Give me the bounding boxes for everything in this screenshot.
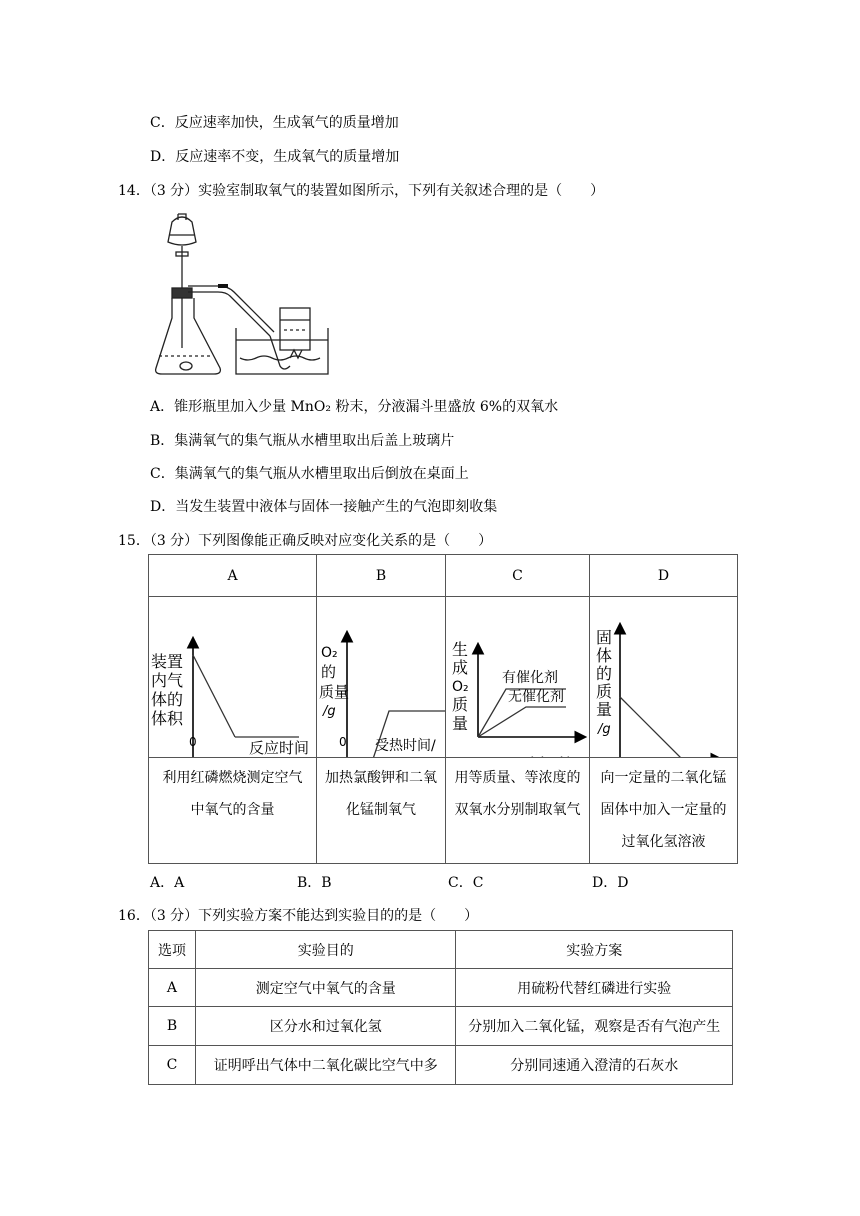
graph-a-ylabel-3: 体的 [151, 690, 184, 709]
q14-stem: 14．（3 分）实验室制取氧气的装置如图所示，下列有关叙述合理的是（ ） [118, 183, 605, 199]
graph-d [590, 597, 737, 757]
q15-caption-a: 利用红磷燃烧测定空气 中氧气的含量 [149, 758, 317, 864]
table-row: C 证明呼出气体中二氧化碳比空气中多 分别同速通入澄清的石灰水 [149, 1046, 733, 1085]
graph-c-ylabel-3: O₂ [452, 679, 469, 695]
q15-answer-d: D．D [592, 875, 629, 891]
graph-d-cell [590, 597, 738, 758]
graph-a [149, 597, 316, 757]
graph-b-origin: 0 [339, 735, 347, 749]
graph-b-ylabel-1: O₂ [321, 645, 338, 661]
graph-b-cell [317, 597, 446, 758]
graph-c-origin [474, 755, 482, 758]
graph-c-legend-no-catalyst: 无催化剂 [508, 689, 564, 705]
graph-a-origin: 0 [189, 735, 197, 749]
q15-stem: 15．（3 分）下列图像能正确反映对应变化关系的是（ ） [118, 533, 493, 549]
graph-c-cell [446, 597, 590, 758]
q14-option-b: B．集满氧气的集气瓶从水槽里取出后盖上玻璃片 [150, 433, 455, 449]
q13-option-d: D．反应速率不变，生成氧气的质量增加 [150, 149, 400, 165]
graph-c-xlabel [520, 753, 580, 758]
graph-c-ylabel-5: 量 [452, 714, 469, 733]
q15-caption-d: 向一定量的二氧化锰 固体中加入一定量的 过氧化氢溶液 [590, 758, 738, 864]
graph-d-ylabel-5: 量 [596, 700, 613, 719]
graph-b-ylabel-2: 的 [321, 663, 337, 681]
graph-d-ylabel-1: 固 [596, 628, 613, 647]
graph-c-legend-catalyst: 有催化剂 [502, 670, 558, 686]
q16-header-purpose: 实验目的 [195, 931, 456, 969]
graph-a-xlabel: 反应时间 [249, 739, 310, 757]
q16-header-option: 选项 [149, 931, 196, 969]
q13-option-c: C．反应速率加快，生成氧气的质量增加 [150, 115, 399, 131]
table-row: B 区分水和过氧化氢 分别加入二氧化锰，观察是否有气泡产生 [149, 1007, 733, 1046]
graph-c-ylabel-1: 生 [452, 640, 469, 659]
q15-header-b: B [317, 555, 446, 597]
oxygen-apparatus-figure [150, 208, 340, 380]
graph-b-ylabel-4: /g [323, 704, 336, 719]
q16-stem: 16．（3 分）下列实验方案不能达到实验目的的是（ ） [118, 908, 479, 924]
q16-table [148, 930, 733, 1085]
q15-answer-b: B．B [297, 875, 332, 891]
graph-d-ylabel-2: 体 [596, 646, 613, 665]
graph-a-ylabel-4: 体积 [151, 709, 184, 728]
graph-b [317, 597, 445, 757]
q15-header-d: D [590, 555, 738, 597]
graph-c [446, 597, 589, 757]
q16-header-plan: 实验方案 [456, 931, 733, 969]
q15-graph-table [148, 554, 738, 864]
graph-c-ylabel-2: 成 [452, 658, 469, 677]
q15-header-c: C [446, 555, 590, 597]
graph-d-ylabel-3: 的 [596, 664, 613, 683]
graph-c-ylabel-4: 质 [452, 695, 469, 714]
q15-answer-c: C．C [448, 875, 484, 891]
graph-a-ylabel-2: 内气 [151, 671, 184, 690]
q15-answer-a: A．A [150, 875, 185, 891]
graph-a-ylabel-1: 装置 [151, 652, 184, 671]
q14-option-c: C．集满氧气的集气瓶从水槽里取出后倒放在桌面上 [150, 466, 469, 482]
q14-option-d: D．当发生装置中液体与固体一接触产生的气泡即刻收集 [150, 499, 498, 515]
graph-d-ylabel-6: /g [598, 722, 611, 737]
graph-a-cell [149, 597, 317, 758]
graph-b-xlabel: 受热时间/ [375, 738, 436, 754]
q15-caption-c: 用等质量、等浓度的 双氧水分别制取氧气 [446, 758, 590, 864]
table-row: A 测定空气中氧气的含量 用硫粉代替红磷进行实验 [149, 969, 733, 1007]
graph-d-ylabel-4: 质 [596, 682, 613, 701]
q14-option-a: A．锥形瓶里加入少量 MnO₂ 粉末，分液漏斗里盛放 6%的双氧水 [150, 399, 559, 415]
q15-header-a: A [149, 555, 317, 597]
graph-b-ylabel-3: 质量 [319, 683, 350, 701]
q15-caption-b: 加热氯酸钾和二氧 化锰制氧气 [317, 758, 446, 864]
